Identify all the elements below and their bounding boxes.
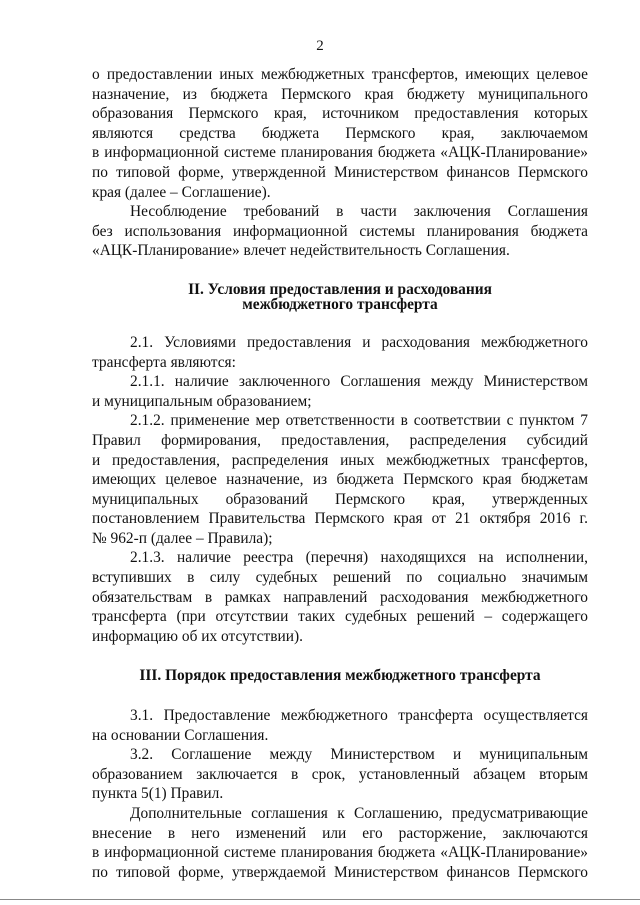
document-body [92, 65, 588, 882]
text-line: 2.1.2. применение мер ответственности в соответствии с пунктом 7 [130, 412, 588, 430]
text-line: 2.1.3. наличие реестра (перечня) находящихся на исполнении, [130, 549, 588, 567]
text-line: трансферта (при отсутствии таких судебных решений – содержащего [92, 608, 588, 626]
section-heading-3 [92, 666, 588, 686]
text-line: трансферта являются: [92, 353, 236, 371]
paragraph-3-1 [92, 706, 588, 745]
text-line: муниципальных образований Пермского края, утвержденных [92, 490, 588, 508]
heading-line: II. Условия предоставления и расходования [188, 280, 492, 298]
text-line: Дополнительные соглашения к Соглашению, предусматривающие [130, 805, 588, 822]
page-number: 2 [316, 38, 324, 54]
text-line: без использования информационной системы планирования бюджета [92, 222, 588, 240]
text-line: в информационной системе планирования бюджета «АЦК-Планирование» [92, 144, 588, 162]
heading-line: межбюджетного трансферта [242, 295, 438, 313]
text-line: 3.2. Соглашение между Министерством и муниципальным [130, 746, 588, 764]
paragraph-noncompliance [92, 202, 588, 261]
text-line: и муниципальным образованием; [92, 392, 312, 410]
text-line: внесение в него изменений или его расторжение, заключаются [92, 824, 588, 842]
paragraph-3-2 [92, 745, 588, 804]
text-line: являются средства бюджета Пермского края, заключаемом [92, 124, 588, 142]
text-line: на основании Соглашения. [92, 726, 269, 744]
paragraph-2-1-1 [92, 372, 588, 411]
section-heading-2 [92, 282, 588, 312]
text-line: по типовой форме, утвержденной Министерством финансов Пермского [92, 163, 588, 181]
text-line: информацию об их отсутствии). [92, 627, 303, 645]
paragraph-additional-agreements [92, 804, 588, 882]
text-line: 3.1. Предоставление межбюджетного трансферта осуществляется [130, 707, 588, 725]
text-line: вступивших в силу судебных решений по социально значимым [92, 569, 588, 587]
text-line: о предоставлении иных межбюджетных трансфертов, имеющих целевое [92, 66, 588, 83]
paragraph-2-1-3 [92, 548, 588, 646]
paragraph-2-1 [92, 333, 588, 372]
text-line: 2.1.1. наличие заключенного Соглашения между Министерством [130, 373, 588, 391]
text-line: постановлением Правительства Пермского края от 21 октября 2016 г. [92, 510, 588, 528]
text-line: края (далее – Соглашение). [92, 183, 271, 201]
paragraph-2-1-2 [92, 411, 588, 548]
text-line: имеющих целевое назначение, из бюджета Пермского края бюджетам [92, 471, 588, 489]
text-line: Правил формирования, предоставления, распределения субсидий [92, 431, 588, 449]
text-line: образованием заключается в срок, установленный абзацем вторым [92, 765, 588, 783]
text-line: в информационной системе планирования бюджета «АЦК-Планирование» [92, 844, 588, 862]
text-line: пункта 5(1) Правил. [92, 785, 224, 803]
text-line: 2.1. Условиями предоставления и расходования межбюджетного [130, 333, 588, 351]
paragraph-intro [92, 65, 588, 202]
page-bottom-edge [0, 899, 640, 900]
text-line: назначение, из бюджета Пермского края бюджету муниципального [92, 85, 588, 103]
text-line: и предоставления, распределения иных межбюджетных трансфертов, [92, 451, 588, 469]
text-line: по типовой форме, утверждаемой Министерством финансов Пермского [92, 863, 588, 881]
text-line: Несоблюдение требований в части заключения Соглашения [130, 203, 588, 221]
text-line: № 962-п (далее – Правила); [92, 529, 273, 547]
text-line: образования Пермского края, источником предоставления которых [92, 105, 588, 123]
text-line: «АЦК-Планирование» влечет недействительность Соглашения. [92, 242, 510, 260]
heading-line: III. Порядок предоставления межбюджетного трансферта [139, 667, 541, 685]
text-line: обязательствам в рамках направлений расходования межбюджетного [92, 588, 588, 606]
